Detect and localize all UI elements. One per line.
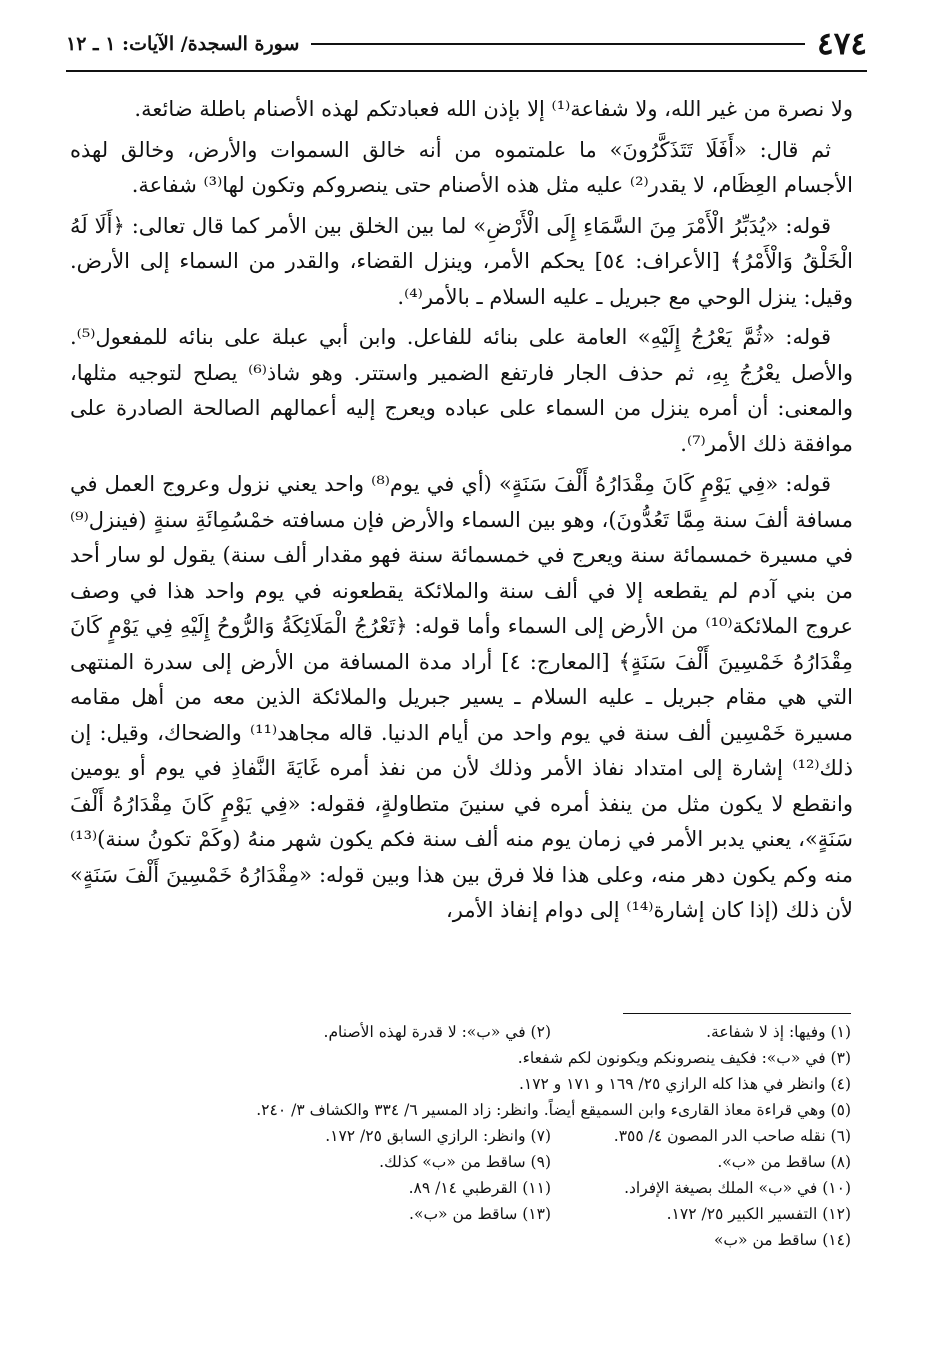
footnote-row bbox=[80, 1201, 851, 1227]
footnote: (١٢) التفسير الكبير ٢٥/ ١٧٢. bbox=[666, 1205, 851, 1223]
footnote: (٥) وهي قراءة معاذ القارىء وابن السميقع أيضاً. وانظر: زاد المسير ٦/ ٣٣٤ والكشاف ٣/ ٢٤٠. bbox=[256, 1101, 851, 1119]
footnote-row bbox=[80, 1175, 851, 1201]
footnote-row bbox=[80, 1019, 851, 1045]
paragraph: ثم قال: «أَفَلَا تَتَذَكَّرُونَ» ما علمتموه من أنه خالق السموات والأرض، وخالق لهذه الأجسام العِظَام، لا يقدر⁽²⁾ عليه مثل هذه الأصنام حتى ينصروكم وتكون لها⁽³⁾ شفاعة. bbox=[70, 137, 853, 197]
footnote: (١٠) في «ب» الملك بصيغة الإفراد. bbox=[624, 1179, 851, 1197]
paragraph: ولا نصرة من غير الله، ولا شفاعة⁽¹⁾ إلا بإذن الله فعبادتكم لهذه الأصنام باطلة ضائعة. bbox=[134, 97, 853, 121]
page-number: ٤٧٤ bbox=[817, 26, 867, 62]
paragraph: قوله: «يُدَبِّرُ الْأَمْرَ مِنَ السَّمَاءِ إِلَى الْأَرْضِ» لما بين الخلق بين الأمر كما قال تعالى: ﴿أَلَا لَهُ الْخَلْقُ وَالْأَمْرُ﴾ [الأعراف: ٥٤] يحكم الأمر، وينزل القضاء، والقدر من السماء إلى الأرض. وقيل: ينزل الوحي مع جبريل ـ عليه السلام ـ بالأمر⁽⁴⁾. bbox=[70, 213, 853, 309]
footnote-row bbox=[80, 1123, 851, 1149]
footnote-row bbox=[80, 1227, 851, 1253]
page-header bbox=[66, 22, 867, 66]
footnote: (١) وفيها: إذ لا شفاعة. bbox=[706, 1023, 851, 1041]
footnote: (١١) القرطبي ١٤/ ٨٩. bbox=[408, 1179, 551, 1197]
running-title: سورة السجدة/ الآيات: ١ ـ ١٢ bbox=[66, 33, 300, 55]
footnote: (٦) نقله صاحب الدر المصون ٤/ ٣٥٥. bbox=[613, 1127, 851, 1145]
footnote-row bbox=[80, 1071, 851, 1097]
paragraph: قوله: «فِي يَوْمٍ كَانَ مِقْدَارُهُ أَلْفَ سَنَةٍ» (أي في يوم⁽⁸⁾ واحد يعني نزول وعروج العمل في مسافة ألفَ سنة مِمَّا تَعُدُّونَ)، وهو بين السماء والأرض فإن مسافته خمْسُمِائَةِ سنةٍ (فينزل⁽⁹⁾ في مسيرة خمسمائة سنة ويعرج في خمسمائة سنة فهو مقدار ألف سنة) يقول لو سار أحد من بني آدم لم يقطعه إلا في ألف سنة والملائكة يقطعونه في يوم واحد هذا في وصف عروج الملائكة⁽¹⁰⁾ من الأرض إلى السماء وأما قوله: ﴿تَعْرُجُ الْمَلَائِكَةُ وَالرُّوحُ إِلَيْهِ فِي يَوْمٍ كَانَ مِقْدَارُهُ خَمْسِينَ أَلْفَ سَنَةٍ﴾ [المعارج: ٤] أراد مدة المسافة من الأرض إلى سدرة المنتهى التي هي مقام جبريل ـ عليه السلام ـ يسير جبريل والملائكة الذين معه من أهل مقامه مسيرة خَمْسِين ألف سنة في يوم واحد من أيام الدنيا. قاله مجاهد⁽¹¹⁾ والضحاك، وقيل: إن ذلك⁽¹²⁾ إشارة إلى امتداد نفاذ الأمر وذلك لأن من نفذ أمره غَايَةَ النَّفاذِ في يوم أو يومين وانقطع لا يكون مثل من ينفذ أمره في سنينَ متطاولةٍ، فقوله: «فِي يَوْمٍ كَانَ مِقْدَارُهُ أَلْفَ سَنَةٍ»، يعني يدبر الأمر في زمان يوم منه ألف سنة فكم يكون شهر منهُ (وكَمْ تكونُ سنة)⁽¹³⁾ منه وكم يكون دهر منه، وعلى هذا فلا فرق بين هذا وبين قوله: «مِقْدَارُهُ خَمْسِينَ أَلْفَ سَنَةٍ» لأن ذلك (إذا كان إشارة⁽¹⁴⁾ إلى دوام إنفاذ الأمر، bbox=[70, 472, 854, 922]
footnote: (١٤) ساقط من «ب» bbox=[713, 1231, 851, 1249]
footnote: (١٣) ساقط من «ب». bbox=[409, 1205, 551, 1223]
footnote: (٢) في «ب»: لا قدرة لهذه الأصنام. bbox=[323, 1023, 551, 1041]
footnotes bbox=[80, 1019, 851, 1253]
footnote: (٨) ساقط من «ب». bbox=[717, 1153, 851, 1171]
footnote: (٤) وانظر في هذا كله الرازي ٢٥/ ١٦٩ و ١٧١ و ١٧٢. bbox=[518, 1075, 851, 1093]
footnote-row bbox=[80, 1149, 851, 1175]
footnote-divider bbox=[623, 1013, 851, 1014]
footnote-row bbox=[80, 1045, 851, 1071]
footnote-row bbox=[80, 1097, 851, 1123]
footnote: (٣) في «ب»: فكيف ينصرونكم ويكونون لكم شفعاء. bbox=[517, 1049, 851, 1067]
header-rule bbox=[311, 43, 805, 45]
footnote: (٩) ساقط من «ب» كذلك. bbox=[379, 1153, 551, 1171]
header-divider bbox=[66, 70, 867, 72]
footnote: (٧) وانظر: الرازي السابق ٢٥/ ١٧٢. bbox=[325, 1127, 551, 1145]
main-text bbox=[70, 92, 853, 934]
paragraph: قوله: «ثُمَّ يَعْرُجُ إِلَيْهِ» العامة على بنائه للفاعل. وابن أبي عبلة على بنائه للمفعول⁽⁵⁾. والأصل يعْرُجُ بِهِ، ثم حذف الجار فارتفع الضمير واستتر. وهو شاذ⁽⁶⁾ يصلح لتوجيه مثلها، والمعنى: أن أمره ينزل من السماء على عباده ويعرج إليه أعمالهم الصالحة الصادرة على موافقة ذلك الأمر⁽⁷⁾. bbox=[70, 325, 853, 456]
